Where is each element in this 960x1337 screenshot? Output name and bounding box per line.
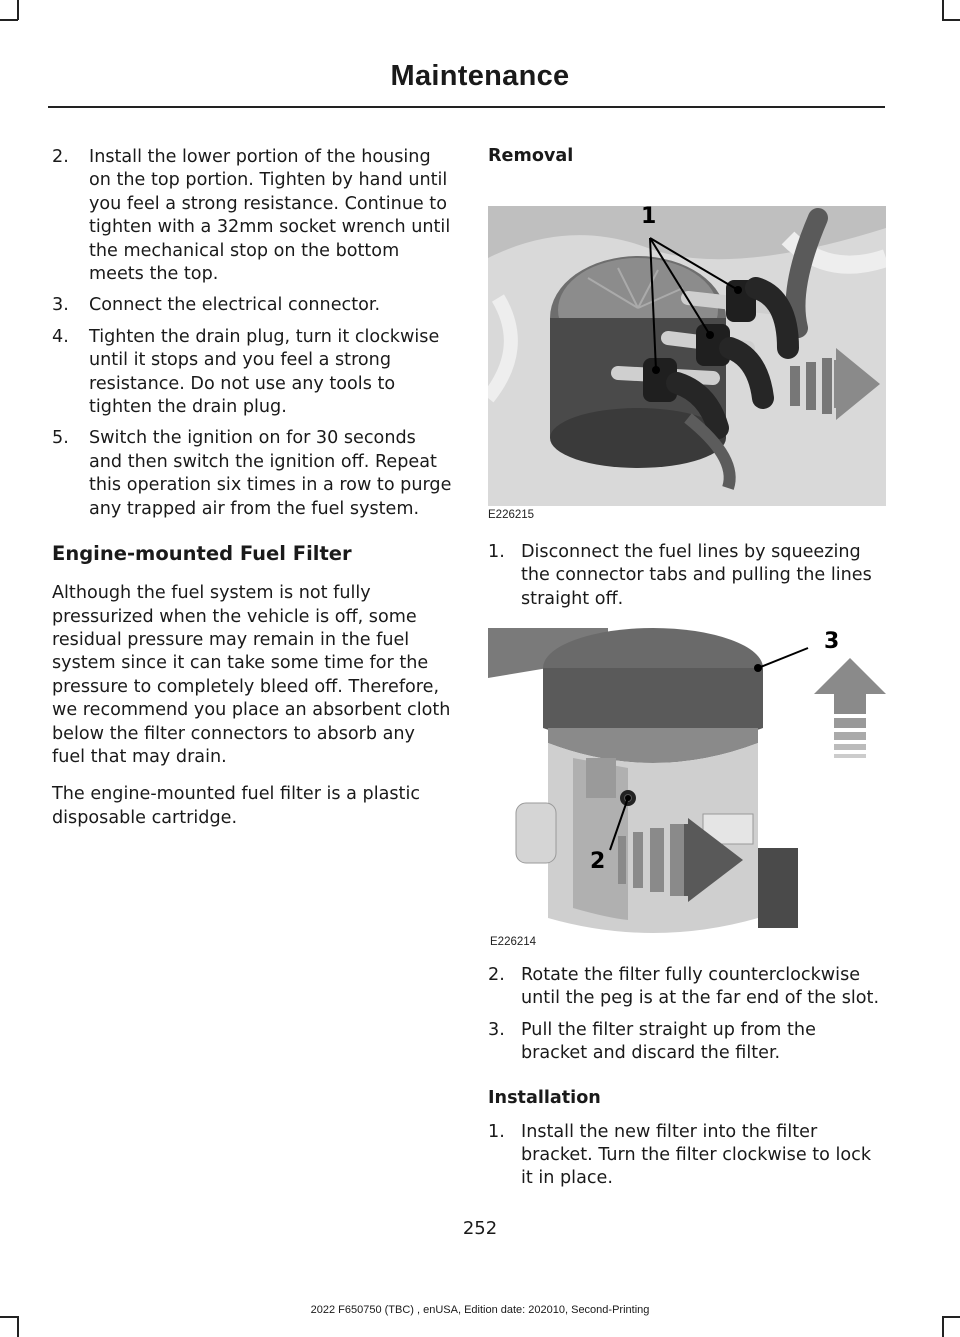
step-text: Switch the ignition on for 30 seconds and then switch the ignition off. Repeat this operation six times in a row to purge any trapped air from the fuel system. <box>89 428 452 519</box>
paragraph: The engine-mounted fuel filter is a plastic disposable cartridge. <box>52 784 421 828</box>
page-title: Maintenance <box>390 60 570 92</box>
fuel-filter-connectors-figure <box>488 198 886 528</box>
step-number: 1. <box>488 542 505 562</box>
callout-label: 2 <box>590 849 606 874</box>
removal-heading: Removal <box>488 146 574 166</box>
crop-mark <box>17 0 19 20</box>
list-item <box>52 427 452 521</box>
page-number: 252 <box>462 1218 498 1239</box>
list-item <box>52 326 452 420</box>
left-column <box>52 146 452 844</box>
step-number: 5. <box>52 428 69 449</box>
installation-heading: Installation <box>488 1087 601 1108</box>
step-number: 2. <box>52 147 69 167</box>
figure-code: E226214 <box>490 936 537 948</box>
crop-mark <box>942 0 944 20</box>
right-column <box>488 146 886 166</box>
list-item <box>52 294 452 317</box>
step-text: Connect the electrical connector. <box>89 295 381 316</box>
step-number: 1. <box>488 1121 505 1142</box>
step-text: Rotate the filter fully counterclockwise until the peg is at the far end of the slot. <box>521 965 880 1009</box>
step-number: 4. <box>52 326 69 347</box>
fuel-filter-rotate-illustration <box>488 618 886 956</box>
list-item <box>488 1019 886 1066</box>
step-number: 3. <box>488 1019 505 1040</box>
paragraph: Although the fuel system is not fully pressurized when the vehicle is off, some residual pressure may remain in the fuel system since it can take some time for the pressure to completely bleed off. Therefore, we recommend you place an absorbent cloth below the filter connectors to absorb any fuel that may drain. <box>52 583 451 767</box>
fuel-filter-connectors-illustration <box>488 198 886 528</box>
step-number: 2. <box>488 965 505 985</box>
crop-mark <box>17 1316 19 1337</box>
crop-mark <box>942 19 960 21</box>
callout-label: 1 <box>641 204 657 229</box>
right-lower-wrapper <box>488 964 886 1199</box>
header-divider <box>48 106 885 108</box>
crop-mark <box>0 1316 18 1318</box>
step-number: 3. <box>52 295 69 316</box>
list-item <box>488 541 886 611</box>
step-text: Install the lower portion of the housing on the top portion. Tighten by hand until you feel a strong resistance. Continue to tighten with a 32mm socket wrench until the mechanical stop on the bottom meets the top. <box>89 147 451 285</box>
section-heading: Engine-mounted Fuel Filter <box>52 542 352 566</box>
list-item <box>488 964 886 1011</box>
step-text: Pull the filter straight up from the bracket and discard the filter. <box>521 1019 816 1064</box>
removal-step-1-wrapper <box>488 541 886 619</box>
fuel-filter-rotate-figure <box>488 618 886 956</box>
crop-mark <box>942 1316 960 1318</box>
callout-label: 3 <box>824 629 840 654</box>
footer-text: 2022 F650750 (TBC) , enUSA, Edition date: 202010, Second-Printing <box>310 1304 650 1316</box>
crop-mark <box>0 19 18 21</box>
list-item <box>488 1121 886 1191</box>
step-text: Tighten the drain plug, turn it clockwise until it stops and you feel a strong resistance. Do not use any tools to tighten the drain plug. <box>89 326 440 418</box>
crop-mark <box>942 1316 944 1337</box>
step-text: Install the new filter into the filter bracket. Turn the filter clockwise to lock it in place. <box>521 1121 872 1189</box>
list-item <box>52 146 452 286</box>
figure-code: E226215 <box>488 509 535 521</box>
step-text: Disconnect the fuel lines by squeezing the connector tabs and pulling the lines straight off. <box>521 542 872 609</box>
